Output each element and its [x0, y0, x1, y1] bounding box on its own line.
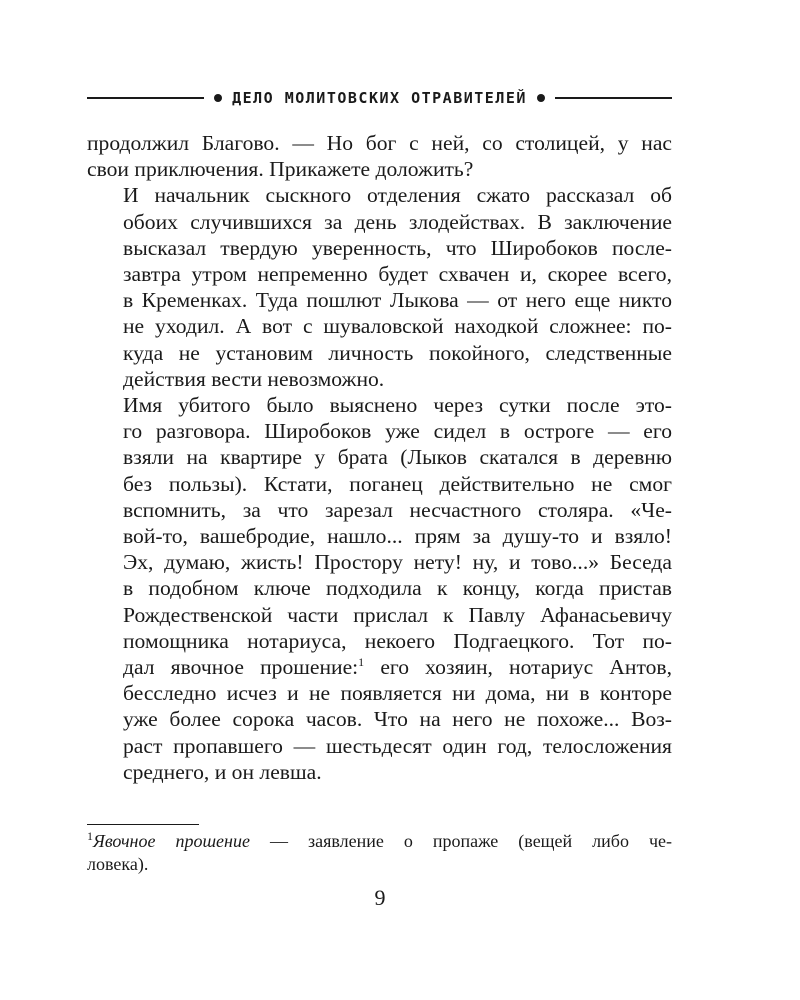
- header-bullet-left: [214, 94, 222, 102]
- text-line: уже более сорока часов. Что на него не похоже... Воз-: [123, 707, 672, 732]
- text-line: продолжил Благово. — Но бог с ней, со столицей, у нас: [87, 131, 672, 155]
- text-line: действия вести невозможно.: [123, 366, 385, 391]
- footnote-line: ловека).: [87, 854, 149, 874]
- text-line: И начальник сыскного отделения сжато рассказал об: [123, 183, 672, 208]
- paragraph: [87, 392, 672, 785]
- text-line: свои приключения. Прикажете доложить?: [87, 157, 474, 182]
- footnote-text: — заявление о пропаже (вещей либо че-: [249, 831, 672, 851]
- text-fragment: дал явочное прошение:: [123, 655, 359, 680]
- text-fragment: его хозяин, нотариус Антов,: [364, 655, 672, 680]
- page-number: 9: [374, 885, 386, 910]
- text-line: взяли на квартире у брата (Лыков скатался в деревню: [123, 445, 672, 470]
- header-rule-left: [87, 97, 204, 99]
- footnote-reference[interactable]: 1: [358, 654, 365, 669]
- text-line: обоих случившихся за день злодействах. В заключение: [123, 209, 672, 234]
- text-line: куда не установим личность покойного, следственные: [123, 340, 672, 365]
- running-header: [87, 86, 672, 110]
- text-line: в Кременках. Туда пошлют Лыкова — от него еще никто: [123, 288, 672, 313]
- text-line: среднего, и он левша.: [123, 759, 322, 784]
- text-line: без пользы). Кстати, поганец действительно не смог: [123, 471, 672, 496]
- footnote-marker: 1: [87, 829, 93, 843]
- paragraph: [87, 182, 672, 392]
- text-line: вой-то, вашебродие, нашло... прям за душу-то и взяло!: [123, 524, 672, 549]
- text-line: раст пропавшего — шестьдесят один год, телосложения: [123, 733, 672, 758]
- text-line-with-footnote: [87, 654, 672, 680]
- text-line: Имя убитого было выяснено через сутки после это-: [123, 393, 672, 418]
- text-line: Рождественской части прислал к Павлу Афанасьевичу: [123, 602, 672, 627]
- running-title: ДЕЛО МОЛИТОВСКИХ ОТРАВИТЕЛЕЙ: [232, 89, 527, 107]
- main-text: [87, 130, 672, 785]
- header-bullet-right: [537, 94, 545, 102]
- footnote: [87, 830, 672, 876]
- paragraph: [87, 130, 672, 182]
- text-line: завтра утром непременно будет схвачен и, скорее всего,: [123, 262, 672, 287]
- text-line: высказал твердую уверенность, что Широбоков после-: [123, 235, 672, 260]
- text-line: Эх, думаю, жисть! Простору нету! ну, и тово...» Беседа: [123, 550, 672, 575]
- text-line: не уходил. А вот с шуваловской находкой сложнее: по-: [123, 314, 672, 339]
- text-line: го разговора. Широбоков уже сидел в остроге — его: [123, 419, 672, 444]
- footnote-term: Явочное прошение: [93, 831, 250, 851]
- text-line: бесследно исчез и не появляется ни дома, ни в конторе: [123, 681, 672, 706]
- text-line: в подобном ключе подходила к концу, когда пристав: [123, 576, 672, 601]
- footnote-divider: [87, 824, 199, 825]
- header-rule-right: [555, 97, 672, 99]
- text-line: вспомнить, за что зарезал несчастного столяра. «Че-: [123, 497, 672, 522]
- footnote-line: [87, 830, 672, 853]
- text-line: помощника нотариуса, некоего Подгаецкого. Тот по-: [123, 628, 672, 653]
